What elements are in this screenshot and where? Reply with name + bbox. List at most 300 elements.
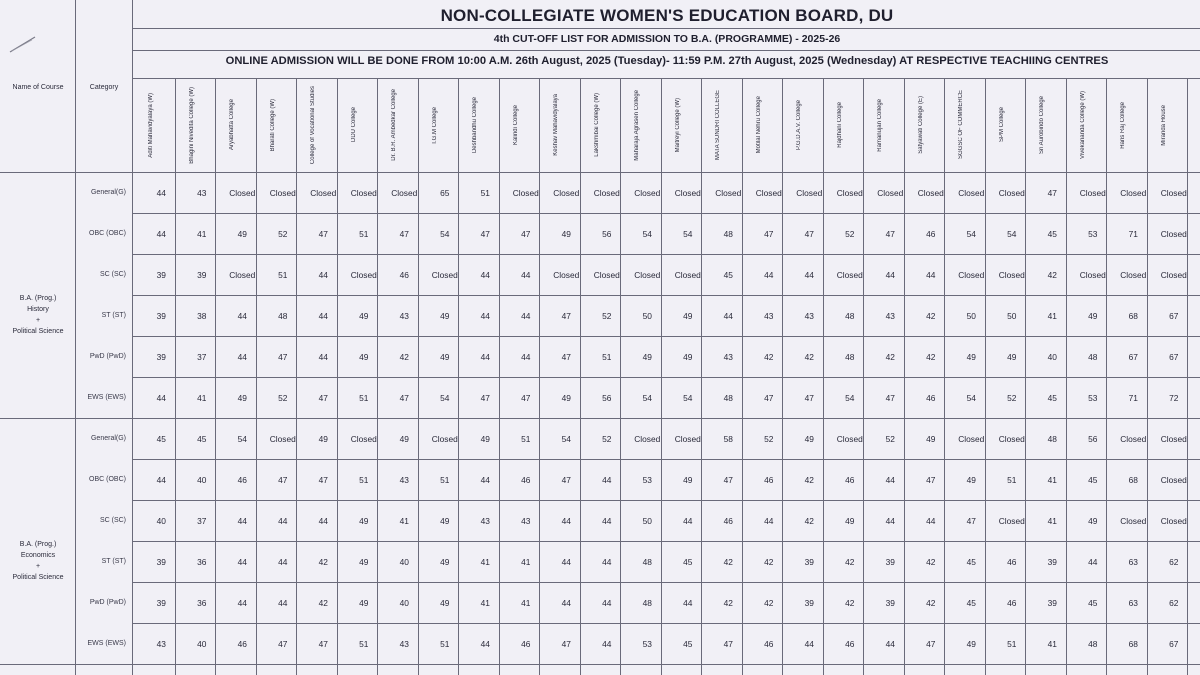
cutoff-cell: Closed — [836, 269, 863, 280]
category-label: SC (SC) — [99, 271, 126, 278]
cutoff-cell: 49 — [237, 392, 247, 403]
cutoff-cell: Closed — [634, 433, 661, 444]
college-header — [1113, 78, 1154, 172]
college-header — [384, 78, 425, 172]
cutoff-cell: Closed — [269, 433, 296, 444]
cutoff-cell: 54 — [561, 433, 571, 444]
cutoff-cell: 41 — [399, 515, 409, 526]
cutoff-cell: 42 — [723, 556, 733, 567]
cutoff-cell: 49 — [399, 433, 409, 444]
cutoff-cell: 49 — [318, 433, 328, 444]
course-name-line: + — [35, 317, 41, 324]
cutoff-cell: 49 — [359, 556, 369, 567]
cutoff-cell: 42 — [926, 556, 936, 567]
cutoff-cell: 45 — [966, 597, 976, 608]
cutoff-cell: 51 — [602, 351, 612, 362]
cutoff-cell: 44 — [156, 187, 166, 198]
cutoff-cell: Closed — [715, 187, 742, 198]
cutoff-cell: 43 — [399, 638, 409, 649]
college-header — [708, 78, 749, 172]
cutoff-cell: 39 — [197, 269, 207, 280]
cutoff-cell: 62 — [1169, 597, 1179, 608]
cutoff-cell: 40 — [156, 515, 166, 526]
cutoff-cell: 44 — [561, 597, 571, 608]
cutoff-cell: 44 — [521, 310, 531, 321]
cutoff-cell: 44 — [480, 638, 490, 649]
cutoff-cell: 67 — [1169, 310, 1179, 321]
category-label: ST (ST) — [101, 312, 126, 319]
cutoff-cell: 44 — [318, 269, 328, 280]
cutoff-cell: 44 — [764, 515, 774, 526]
cutoff-cell: 46 — [237, 474, 247, 485]
cutoff-cell: 42 — [318, 597, 328, 608]
course-name — [0, 458, 76, 664]
cutoff-cell: Closed — [998, 269, 1025, 280]
college-name: Dr. B.R. Ambedkar College — [391, 89, 398, 161]
cutoff-cell: 48 — [642, 556, 652, 567]
cutoff-cell: 47 — [318, 474, 328, 485]
cutoff-cell: 56 — [602, 392, 612, 403]
cutoff-cell: 44 — [1088, 556, 1098, 567]
cutoff-cell: 58 — [723, 433, 733, 444]
cutoff-cell: 43 — [399, 310, 409, 321]
college-name: DDU College — [350, 107, 357, 143]
cutoff-cell: 44 — [561, 515, 571, 526]
course-name-line: Political Science — [12, 574, 64, 581]
college-header — [587, 78, 628, 172]
category-label: OBC (OBC) — [89, 476, 126, 483]
cutoff-cell: 39 — [156, 556, 166, 567]
course-name-line: + — [35, 563, 41, 570]
cutoff-cell: Closed — [958, 433, 985, 444]
cutoff-cell: 41 — [197, 228, 207, 239]
cutoff-cell: Closed — [593, 269, 620, 280]
cutoff-cell: 50 — [642, 515, 652, 526]
cutoff-cell: Closed — [431, 269, 458, 280]
cutoff-cell: 43 — [197, 187, 207, 198]
cutoff-cell: Closed — [755, 187, 782, 198]
college-name: Deshbandhu College — [472, 96, 479, 154]
cutoff-cell: 47 — [278, 638, 288, 649]
cutoff-cell: 43 — [764, 310, 774, 321]
college-header — [1073, 78, 1114, 172]
cutoff-cell: 49 — [359, 310, 369, 321]
cutoff-cell: 41 — [480, 597, 490, 608]
cutoff-cell: 46 — [1007, 556, 1017, 567]
cutoff-cell: 44 — [237, 597, 247, 608]
cutoff-cell: 50 — [642, 310, 652, 321]
cutoff-cell: 53 — [1088, 392, 1098, 403]
cutoff-cell: 44 — [602, 515, 612, 526]
cutoff-cell: 49 — [359, 515, 369, 526]
category-label: ST (ST) — [101, 558, 126, 565]
cutoff-cell: Closed — [310, 187, 337, 198]
cutoff-cell: Closed — [796, 187, 823, 198]
college-header — [182, 78, 223, 172]
cutoff-cell: Closed — [836, 433, 863, 444]
cutoff-cell: 39 — [804, 597, 814, 608]
college-name: Bhagini Nivedita College (W) — [188, 86, 195, 164]
cutoff-cell: 41 — [521, 597, 531, 608]
cutoff-cell: 52 — [885, 433, 895, 444]
cutoff-cell: 67 — [1128, 351, 1138, 362]
cutoff-cell: 52 — [278, 228, 288, 239]
college-name: Sri Aurobindo College — [1039, 95, 1046, 155]
cutoff-cell: 49 — [359, 597, 369, 608]
cutoff-cell: 48 — [723, 392, 733, 403]
cutoff-cell: 52 — [845, 228, 855, 239]
cutoff-cell: 71 — [1128, 392, 1138, 403]
cutoff-cell: 46 — [926, 228, 936, 239]
course-name-line: Economics — [20, 552, 56, 559]
cutoff-cell: 42 — [723, 597, 733, 608]
cutoff-cell: 44 — [237, 556, 247, 567]
cutoff-cell: 41 — [1047, 474, 1057, 485]
cutoff-cell: 46 — [521, 474, 531, 485]
cutoff-cell: 47 — [885, 228, 895, 239]
college-name: Kalindi College — [512, 104, 519, 146]
cutoff-cell: 36 — [197, 597, 207, 608]
college-name: MATA SUNDRI COLLEGE — [715, 89, 722, 161]
cutoff-cell: 46 — [237, 638, 247, 649]
cutoff-cell: Closed — [674, 187, 701, 198]
cutoff-cell: 47 — [318, 392, 328, 403]
cutoff-cell: 47 — [318, 228, 328, 239]
cutoff-cell: 43 — [521, 515, 531, 526]
cutoff-cell: 45 — [1088, 474, 1098, 485]
cutoff-cell: Closed — [1120, 515, 1147, 526]
category-label: SC (SC) — [99, 517, 126, 524]
cutoff-cell: 51 — [359, 392, 369, 403]
cutoff-cell: 47 — [561, 351, 571, 362]
cutoff-cell: 47 — [399, 228, 409, 239]
cutoff-cell: 68 — [1128, 638, 1138, 649]
cutoff-cell: 39 — [885, 597, 895, 608]
cutoff-cell: Closed — [512, 187, 539, 198]
cutoff-cell: Closed — [917, 187, 944, 198]
course-name-line: History — [27, 306, 49, 313]
course-column-header: Name of Course — [12, 84, 64, 91]
college-header — [344, 78, 385, 172]
cutoff-cell: 49 — [440, 597, 450, 608]
cutoff-cell: 45 — [683, 556, 693, 567]
cutoff-cell: 44 — [156, 392, 166, 403]
cutoff-cell: 40 — [197, 638, 207, 649]
cutoff-cell: 48 — [845, 351, 855, 362]
cutoff-cell: 44 — [278, 556, 288, 567]
cutoff-cell: 68 — [1128, 474, 1138, 485]
cutoff-cell: 41 — [1047, 515, 1057, 526]
cutoff-cell: 37 — [197, 515, 207, 526]
college-name: Maharaja Agrasen College — [634, 89, 641, 161]
cutoff-cell: 49 — [804, 433, 814, 444]
cutoff-cell: 44 — [521, 351, 531, 362]
cutoff-cell: Closed — [229, 187, 256, 198]
cutoff-cell: 45 — [966, 556, 976, 567]
cutoff-cell: 39 — [156, 597, 166, 608]
cutoff-cell: 44 — [764, 269, 774, 280]
cutoff-cell: 71 — [1128, 228, 1138, 239]
college-name: Lakshmibai College (W) — [593, 93, 600, 157]
cutoff-cell: 39 — [1047, 597, 1057, 608]
cutoff-cell: 47 — [521, 392, 531, 403]
cutoff-cell: 49 — [966, 351, 976, 362]
cutoff-cell: 49 — [561, 228, 571, 239]
cutoff-cell: Closed — [593, 187, 620, 198]
cutoff-cell: 44 — [237, 515, 247, 526]
cutoff-cell: 48 — [1088, 351, 1098, 362]
category-label: OBC (OBC) — [89, 230, 126, 237]
cutoff-cell: 39 — [156, 310, 166, 321]
cutoff-cell: 51 — [1007, 638, 1017, 649]
cutoff-cell: 44 — [480, 474, 490, 485]
cutoff-cell: 39 — [804, 556, 814, 567]
cutoff-cell: 52 — [764, 433, 774, 444]
cutoff-cell: 44 — [804, 638, 814, 649]
cutoff-cell: 44 — [278, 515, 288, 526]
cutoff-cell: 47 — [561, 638, 571, 649]
cutoff-cell: 42 — [804, 515, 814, 526]
cutoff-cell: 44 — [318, 515, 328, 526]
college-name: College of Vocational Studies — [310, 85, 317, 165]
college-header — [303, 78, 344, 172]
cutoff-cell: 45 — [156, 433, 166, 444]
cutoff-cell: 43 — [156, 638, 166, 649]
cutoff-cell: 56 — [602, 228, 612, 239]
category-label: PwD (PwD) — [89, 599, 126, 606]
grid-line — [0, 664, 1200, 665]
cutoff-cell: 47 — [521, 228, 531, 239]
college-header — [992, 78, 1033, 172]
cutoff-cell: 44 — [885, 474, 895, 485]
cutoff-cell: Closed — [1160, 515, 1187, 526]
cutoff-cell: Closed — [674, 269, 701, 280]
cutoff-cell: 43 — [885, 310, 895, 321]
cutoff-cell: 48 — [1088, 638, 1098, 649]
grid-line — [132, 0, 133, 675]
college-name: Miranda House — [1160, 104, 1167, 146]
cutoff-cell: 39 — [156, 269, 166, 280]
cutoff-cell: 43 — [480, 515, 490, 526]
college-header — [222, 78, 263, 172]
cutoff-cell: 47 — [1047, 187, 1057, 198]
cutoff-cell: Closed — [553, 269, 580, 280]
cutoff-cell: 43 — [399, 474, 409, 485]
cutoff-cell: 67 — [1169, 351, 1179, 362]
college-header — [1154, 78, 1195, 172]
cutoff-cell: 49 — [966, 638, 976, 649]
cutoff-cell: 47 — [278, 351, 288, 362]
cutoff-cell: 54 — [237, 433, 247, 444]
cutoff-cell: 54 — [966, 228, 976, 239]
cutoff-cell: 48 — [845, 310, 855, 321]
cutoff-cell: 53 — [1088, 228, 1098, 239]
cutoff-cell: 41 — [1047, 310, 1057, 321]
cutoff-cell: 44 — [561, 556, 571, 567]
cutoff-cell: Closed — [1079, 269, 1106, 280]
cutoff-cell: 44 — [278, 597, 288, 608]
cutoff-cell: 49 — [1007, 351, 1017, 362]
college-name: Hans Raj College — [1120, 101, 1127, 149]
course-name — [0, 212, 76, 418]
cutoff-cell: 53 — [642, 474, 652, 485]
college-header — [141, 78, 182, 172]
cutoff-cell: Closed — [958, 269, 985, 280]
cutoff-cell: 44 — [885, 638, 895, 649]
cutoff-cell: 47 — [480, 228, 490, 239]
cutoff-cell: 48 — [1047, 433, 1057, 444]
cutoff-cell: 47 — [804, 228, 814, 239]
cutoff-cell: 42 — [926, 310, 936, 321]
college-header — [951, 78, 992, 172]
cutoff-cell: 41 — [197, 392, 207, 403]
cutoff-cell: Closed — [1120, 269, 1147, 280]
cutoff-cell: 49 — [683, 310, 693, 321]
cutoff-cell: 47 — [480, 392, 490, 403]
cutoff-cell: 49 — [1088, 515, 1098, 526]
cutoff-cell: 44 — [156, 228, 166, 239]
college-name: Maitreyi College (W) — [674, 97, 681, 153]
cutoff-cell: 52 — [278, 392, 288, 403]
cutoff-cell: 44 — [480, 310, 490, 321]
college-header — [627, 78, 668, 172]
cutoff-cell: 47 — [764, 228, 774, 239]
cutoff-cell: 40 — [399, 597, 409, 608]
college-header — [789, 78, 830, 172]
college-header — [749, 78, 790, 172]
cutoff-cell: Closed — [958, 187, 985, 198]
cutoff-cell: 47 — [723, 474, 733, 485]
cutoff-cell: 47 — [278, 474, 288, 485]
cutoff-cell: 44 — [602, 597, 612, 608]
college-header — [506, 78, 547, 172]
college-name: Motilal Nehru College — [755, 96, 762, 154]
cutoff-cell: 53 — [642, 638, 652, 649]
cutoff-cell: 49 — [440, 515, 450, 526]
college-name: Vivekananda College (W) — [1079, 91, 1086, 159]
grid-line — [132, 28, 1200, 29]
cutoff-cell: 42 — [764, 351, 774, 362]
cutoff-cell: 72 — [1169, 392, 1179, 403]
cutoff-cell: 42 — [845, 556, 855, 567]
cutoff-cell: 44 — [521, 269, 531, 280]
cutoff-cell: 47 — [399, 392, 409, 403]
cutoff-cell: 42 — [926, 597, 936, 608]
college-name: Bharati College (W) — [269, 98, 276, 152]
cutoff-cell: 42 — [804, 474, 814, 485]
cutoff-cell: 47 — [926, 638, 936, 649]
cutoff-cell: 45 — [1088, 597, 1098, 608]
cutoff-cell: 46 — [399, 269, 409, 280]
cutoff-cell: 43 — [723, 351, 733, 362]
pen-mark-icon — [8, 34, 38, 54]
cutoff-cell: 49 — [359, 351, 369, 362]
cutoff-cell: 44 — [723, 310, 733, 321]
cutoff-cell: 43 — [804, 310, 814, 321]
admission-notice: ONLINE ADMISSION WILL BE DONE FROM 10:00 A.M. 26th August, 2025 (Tuesday)- 11:59 P.M. 27th August, 2025 (Wednesday) AT RESPECTIVE TEACHIING CENTRES — [225, 55, 1109, 67]
cutoff-cell: 42 — [885, 351, 895, 362]
cutoff-cell: 46 — [926, 392, 936, 403]
cutoff-cell: Closed — [1160, 269, 1187, 280]
cutoff-cell: Closed — [1160, 187, 1187, 198]
cutoff-cell: 37 — [197, 351, 207, 362]
cutoff-cell: 51 — [521, 433, 531, 444]
cutoff-cell: Closed — [1160, 433, 1187, 444]
category-label: PwD (PwD) — [89, 353, 126, 360]
college-name: SPM College — [998, 107, 1005, 143]
cutoff-cell: 44 — [602, 474, 612, 485]
cutoff-cell: 44 — [237, 310, 247, 321]
cutoff-cell: Closed — [634, 187, 661, 198]
cutoff-cell: 42 — [1047, 269, 1057, 280]
cutoff-cell: Closed — [998, 515, 1025, 526]
cutoff-cell: 51 — [440, 474, 450, 485]
cutoff-cell: 44 — [237, 351, 247, 362]
cutoff-cell: 54 — [440, 392, 450, 403]
cutoff-cell: 49 — [966, 474, 976, 485]
cutoff-cell: 54 — [966, 392, 976, 403]
cutoff-cell: 62 — [1169, 556, 1179, 567]
cutoff-cell: 42 — [318, 556, 328, 567]
cutoff-cell: 47 — [885, 392, 895, 403]
cutoff-cell: 49 — [561, 392, 571, 403]
cutoff-cell: 65 — [440, 187, 450, 198]
cutoff-cell: 49 — [440, 556, 450, 567]
cutoff-cell: 44 — [804, 269, 814, 280]
cutoff-cell: 51 — [359, 474, 369, 485]
cutoff-cell: 52 — [1007, 392, 1017, 403]
cutoff-cell: Closed — [350, 433, 377, 444]
college-header — [870, 78, 911, 172]
cutoff-cell: 51 — [480, 187, 490, 198]
cutoff-cell: Closed — [391, 187, 418, 198]
cutoff-cell: 38 — [197, 310, 207, 321]
cutoff-cell: 45 — [723, 269, 733, 280]
college-header — [425, 78, 466, 172]
category-label: EWS (EWS) — [87, 394, 126, 401]
college-header — [668, 78, 709, 172]
cutoff-cell: 40 — [197, 474, 207, 485]
cutoff-cell: 44 — [926, 515, 936, 526]
cutoff-cell: 52 — [602, 433, 612, 444]
cutoff-cell: 46 — [764, 474, 774, 485]
cutoff-cell: 42 — [764, 597, 774, 608]
college-name: Ramanujan College — [877, 98, 884, 152]
cutoff-cell: 49 — [237, 228, 247, 239]
cutoff-cell: 49 — [845, 515, 855, 526]
college-name: Rajdhani College — [836, 102, 843, 148]
cutoff-cell: 50 — [1007, 310, 1017, 321]
college-header — [546, 78, 587, 172]
cutoff-cell: 44 — [602, 556, 612, 567]
cutoff-cell: 44 — [480, 269, 490, 280]
cutoff-cell: 44 — [683, 515, 693, 526]
cutoff-cell: 54 — [683, 392, 693, 403]
cutoff-cell: 54 — [845, 392, 855, 403]
cutoff-cell: 68 — [1128, 310, 1138, 321]
cutoff-cell: 67 — [1169, 638, 1179, 649]
college-name: Aditi Mahavidyalaya (W) — [148, 92, 155, 158]
cutoff-cell: 51 — [359, 228, 369, 239]
cutoff-cell: Closed — [634, 269, 661, 280]
cutoff-cell: 42 — [399, 351, 409, 362]
college-header — [263, 78, 304, 172]
cutoff-cell: 45 — [683, 638, 693, 649]
cutoff-cell: Closed — [836, 187, 863, 198]
cutoff-cell: 47 — [804, 392, 814, 403]
cutoff-cell: 48 — [278, 310, 288, 321]
cutoff-cell: 36 — [197, 556, 207, 567]
